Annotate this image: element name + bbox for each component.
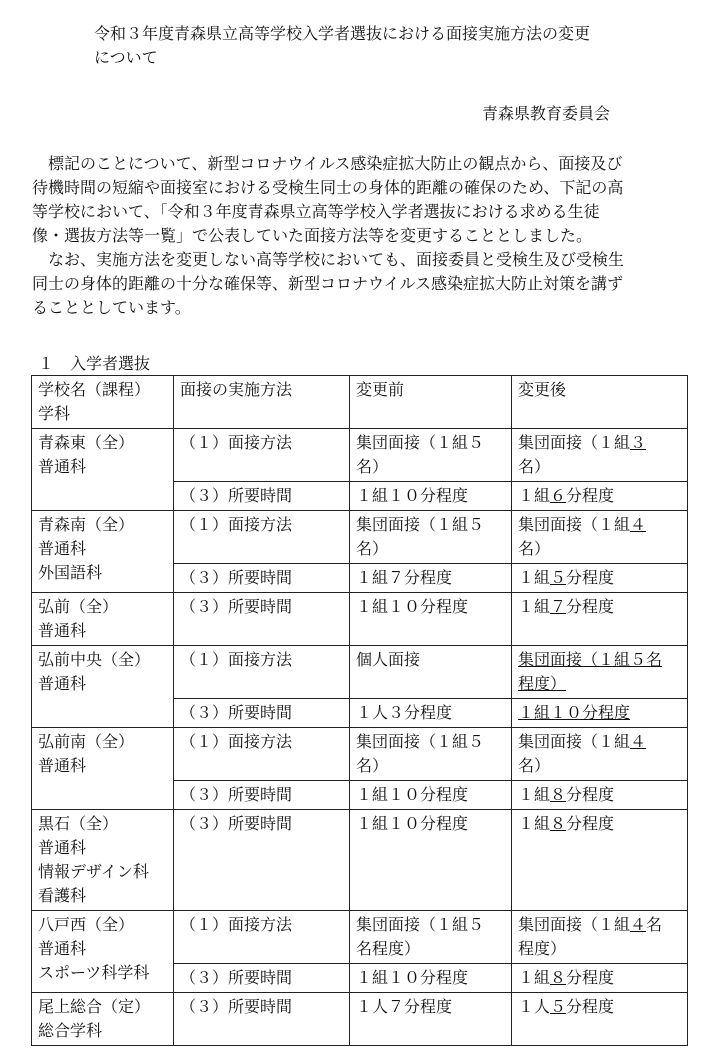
school-department: 普通科 [38,939,87,958]
school-department: 普通科 [38,756,87,775]
method-cell: （３）所要時間 [174,482,350,511]
school-department: 看護科 [38,886,87,905]
method-cell: （１）面接方法 [174,511,350,564]
body-line: 標記のことについて、新型コロナウイルス感染症拡大防止の観点から、面接及び [32,154,623,173]
section-heading: １ 入学者選抜 [38,354,151,373]
before-cell [350,511,512,564]
school-name: 弘前（全） [38,597,119,616]
before-cell [350,964,512,993]
school-name: 弘前南（全） [38,732,135,751]
header-department-line: 学科 [38,404,71,423]
before-line: １組１０分程度 [356,597,469,616]
school-department: 外国語科 [38,563,103,582]
after-line: 程度） [518,939,567,958]
changed-value: ４ [630,515,647,534]
changed-value: ８ [550,785,567,804]
after-line [518,913,683,937]
after-text: 集団面接（１組 [518,433,631,452]
before-line: 集団面接（１組５ [356,732,485,751]
after-cell [512,911,688,964]
before-line: １組７分程度 [356,568,453,587]
before-line: １組１０分程度 [356,968,469,987]
changed-value: ８ [550,814,567,833]
changed-value: ４ [630,915,647,934]
before-cell [350,482,512,511]
table-row [32,911,688,964]
before-line: 名） [356,756,389,775]
school-name: 弘前中央（全） [38,650,151,669]
after-line [518,595,683,619]
after-cell [512,699,688,728]
header-school [32,376,174,429]
before-cell [350,699,512,728]
school-name: 青森東（全） [38,433,135,452]
after-line [518,513,683,537]
header-method: 面接の実施方法 [174,376,350,429]
before-line: 名） [356,539,389,558]
table-row [32,646,688,699]
after-text: 分程度 [566,568,615,587]
changed-value: ６ [550,486,567,505]
method-cell: （３）所要時間 [174,699,350,728]
school-name: 尾上総合（定） [38,997,151,1016]
after-text: 分程度 [566,486,615,505]
after-text: 集団面接（１組 [518,915,631,934]
table-row [32,511,688,564]
changed-value: 集団面接（１組５名 [518,650,663,669]
before-cell [350,728,512,781]
before-line: １人７分程度 [356,997,453,1016]
body-line: 同士の身体的距離の十分な確保等、新型コロナウイルス感染症拡大防止対策を講ず [32,274,624,293]
body-line: 像・選抜方法等一覧」で公表していた面接方法等を変更することとしました。 [32,226,593,245]
table-row [32,593,688,646]
after-cell [512,810,688,911]
after-line [518,783,683,807]
after-cell [512,511,688,564]
after-line [518,966,683,990]
table-row [32,728,688,781]
interview-change-table [31,375,688,1046]
after-text: 分程度 [566,997,615,1016]
changed-value: ７ [550,597,567,616]
table-body [32,376,688,1046]
school-department: 普通科 [38,838,87,857]
after-text: 名 [646,915,663,934]
after-text: 分程度 [566,597,615,616]
method-cell: （３）所要時間 [174,993,350,1046]
after-line [518,812,683,836]
school-cell [32,728,174,810]
body-line: 待機時間の短縮や面接室における受検生同士の身体的距離の確保のため、下記の高 [32,178,624,197]
method-cell: （３）所要時間 [174,810,350,911]
after-line [518,484,683,508]
school-department: スポーツ科学科 [38,963,150,982]
school-cell [32,810,174,911]
body-line: 等学校において、「令和３年度青森県立高等学校入学者選抜における求める生徒 [32,202,600,221]
table-header-row [32,376,688,429]
body-line: なお、実施方法を変更しない高等学校においても、面接委員と受検生及び受検生 [32,250,625,269]
after-text: １組 [518,968,551,987]
document-title [94,22,654,70]
after-text: １組 [518,597,551,616]
after-text: 集団面接（１組 [518,732,631,751]
method-cell: （１）面接方法 [174,911,350,964]
before-cell [350,993,512,1046]
school-department: 普通科 [38,457,87,476]
header-after: 変更後 [512,376,688,429]
school-name: 青森南（全） [38,515,135,534]
changed-value: 程度） [518,674,567,693]
after-text: 分程度 [566,785,615,804]
title-line-2: について [94,48,158,67]
after-line [518,431,683,455]
method-cell: （３）所要時間 [174,593,350,646]
after-cell [512,429,688,482]
after-cell [512,781,688,810]
body-line: ることとしています。 [32,298,191,317]
after-text: １組 [518,486,551,505]
changed-value: ５ [550,997,567,1016]
after-line [518,701,683,725]
header-school-line: 学校名（課程） [38,380,151,399]
issuing-organization: 青森県教育委員会 [482,104,611,123]
school-name: 八戸西（全） [38,915,135,934]
school-cell [32,993,174,1046]
changed-value: ４ [630,732,647,751]
before-cell [350,810,512,911]
after-line [518,995,683,1019]
before-cell [350,646,512,699]
school-department: 普通科 [38,539,87,558]
before-line: 集団面接（１組５ [356,515,485,534]
after-line: 名） [518,457,551,476]
school-cell [32,511,174,593]
after-text: 集団面接（１組 [518,515,631,534]
body-paragraphs [32,152,694,320]
after-text: １組 [518,814,551,833]
after-line [518,672,683,696]
after-cell [512,728,688,781]
changed-value: ８ [550,968,567,987]
school-department: 普通科 [38,674,87,693]
changed-value: １組１０分程度 [518,703,631,722]
changed-value: ３ [630,433,647,452]
before-cell [350,429,512,482]
after-cell [512,593,688,646]
method-cell: （３）所要時間 [174,781,350,810]
before-line: １組１０分程度 [356,785,469,804]
before-line: 名） [356,457,389,476]
after-text: 分程度 [566,968,615,987]
after-line [518,730,683,754]
title-line-1: 令和３年度青森県立高等学校入学者選抜における面接実施方法の変更 [94,24,591,43]
before-cell [350,564,512,593]
after-cell [512,646,688,699]
header-before: 変更前 [350,376,512,429]
before-line: 集団面接（１組５ [356,433,485,452]
table-row [32,810,688,911]
school-department: 総合学科 [38,1021,103,1040]
method-cell: （３）所要時間 [174,964,350,993]
method-cell: （３）所要時間 [174,564,350,593]
school-name: 黒石（全） [38,814,119,833]
after-cell [512,482,688,511]
after-cell [512,964,688,993]
school-cell [32,646,174,728]
school-department: 情報デザイン科 [38,862,149,881]
before-line: １組１０分程度 [356,814,469,833]
after-line: 名） [518,756,551,775]
changed-value: ５ [550,568,567,587]
method-cell: （１）面接方法 [174,728,350,781]
after-text: １組 [518,568,551,587]
before-line: １人３分程度 [356,703,453,722]
after-cell [512,564,688,593]
after-line: 名） [518,539,551,558]
school-cell [32,593,174,646]
table-row [32,993,688,1046]
after-cell [512,993,688,1046]
before-cell [350,593,512,646]
after-text: １組 [518,785,551,804]
after-text: １人 [518,997,551,1016]
before-line: 集団面接（１組５ [356,915,485,934]
method-cell: （１）面接方法 [174,429,350,482]
school-department: 普通科 [38,621,87,640]
after-line [518,566,683,590]
before-line: 個人面接 [356,650,421,669]
before-cell [350,911,512,964]
after-text: 分程度 [566,814,615,833]
before-line: 名程度） [356,939,421,958]
before-cell [350,781,512,810]
school-cell [32,429,174,511]
table-row [32,429,688,482]
school-cell [32,911,174,993]
before-line: １組１０分程度 [356,486,469,505]
method-cell: （１）面接方法 [174,646,350,699]
